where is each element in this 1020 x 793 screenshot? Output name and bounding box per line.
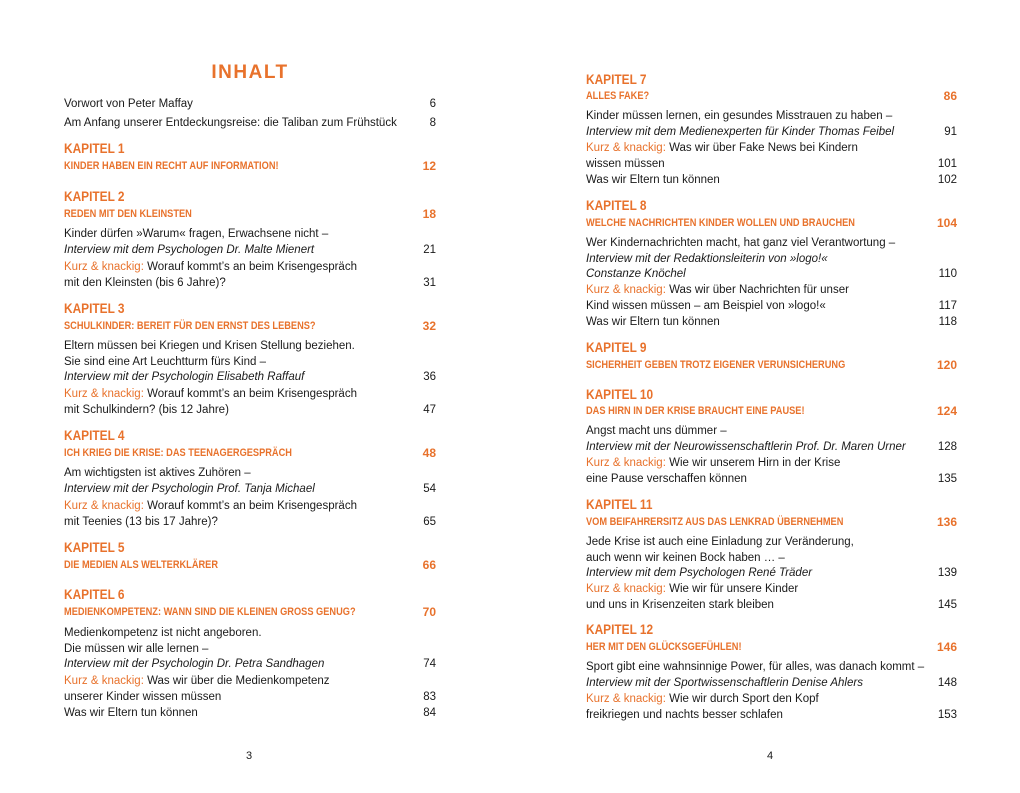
toc-entry[interactable] — [586, 236, 957, 283]
chapter-4-label: KAPITEL 4 — [64, 428, 125, 443]
entry-line: Was wir Eltern tun können — [64, 707, 198, 719]
entry-line: Kinder müssen lernen, ein gesundes Misstrauen zu haben – — [586, 110, 893, 122]
entry-line: Angst macht uns dümmer – — [586, 425, 727, 437]
chapter-page-number: 70 — [422, 605, 436, 619]
entry-line-interview: Constanze Knöchel — [586, 268, 686, 281]
toc-entry[interactable] — [586, 109, 957, 140]
chapter-page-number: 12 — [422, 159, 436, 173]
entry-page-number: 148 — [937, 676, 957, 689]
entry-page-number: 118 — [938, 316, 957, 328]
toc-entry[interactable] — [64, 339, 436, 386]
chapter-page-number: 124 — [936, 404, 957, 418]
kurz-knackig-label: Kurz & knackig: — [586, 284, 666, 296]
entry-page-number: 110 — [938, 268, 957, 281]
entry-line: Sie sind eine Art Leuchtturm fürs Kind – — [64, 355, 266, 368]
entry-page-number: 102 — [937, 174, 957, 186]
entry-line: Was wir über Fake News bei Kindern — [669, 142, 858, 154]
entry-page-number: 128 — [937, 440, 957, 453]
entry-line: mit Schulkindern? (bis 12 Jahre) — [64, 403, 229, 416]
entry-line-interview: Interview mit dem Medienexperten für Kinder Thomas Feibel — [586, 125, 895, 138]
entry-line: Kind wissen müssen – am Beispiel von »logo!« — [586, 299, 826, 312]
toc-entry-kurz-knackig[interactable] — [64, 260, 436, 291]
entry-line: mit Teenies (13 bis 17 Jahre)? — [64, 515, 218, 528]
chapter-8-heading[interactable] — [586, 216, 957, 230]
chapter-title: REDEN MIT DEN KLEINSTEN — [64, 208, 192, 220]
kurz-knackig-label: Kurz & knackig: — [64, 675, 144, 687]
toc-entry-kurz-knackig[interactable] — [64, 499, 436, 530]
chapter-2-heading[interactable] — [64, 207, 436, 221]
entry-line: Was wir Eltern tun können — [586, 316, 720, 328]
entry-page-number: 21 — [423, 243, 436, 256]
chapter-2-label: KAPITEL 2 — [64, 189, 125, 204]
kurz-knackig-label: Kurz & knackig: — [586, 142, 666, 154]
toc-entry-foreword[interactable] — [64, 97, 436, 113]
entry-line-interview: Interview mit dem Psychologen René Träder — [586, 567, 813, 580]
chapter-12-heading[interactable] — [586, 640, 957, 654]
kurz-knackig-label: Kurz & knackig: — [586, 583, 666, 595]
entry-page-number: 54 — [423, 482, 436, 495]
entry-line: Wie wir für unsere Kinder — [669, 583, 799, 595]
toc-entry[interactable] — [586, 173, 957, 189]
toc-entry[interactable] — [586, 660, 957, 691]
toc-entry[interactable] — [64, 706, 436, 722]
chapter-6-label: KAPITEL 6 — [64, 587, 125, 602]
chapter-title: DAS HIRN IN DER KRISE BRAUCHT EINE PAUSE! — [586, 405, 805, 417]
chapter-page-number: 48 — [422, 446, 436, 460]
chapter-3-heading[interactable] — [64, 319, 436, 333]
entry-line: Worauf kommt’s an beim Krisengespräch — [147, 500, 357, 512]
chapter-8-label: KAPITEL 8 — [586, 198, 647, 213]
entry-text: Vorwort von Peter Maffay — [64, 98, 193, 110]
toc-entry-kurz-knackig[interactable] — [586, 283, 957, 314]
chapter-6-heading[interactable] — [64, 605, 436, 619]
entry-line: Medienkompetenz ist nicht angeboren. — [64, 627, 262, 639]
toc-entry[interactable] — [64, 466, 436, 497]
entry-page-number: 74 — [423, 658, 436, 671]
entry-line: auch wenn wir keinen Bock haben … – — [586, 551, 785, 564]
entry-line: Wie wir unserem Hirn in der Krise — [669, 457, 841, 469]
entry-page-number: 83 — [423, 690, 436, 703]
chapter-9-heading[interactable] — [586, 358, 957, 372]
toc-entry[interactable] — [64, 227, 436, 258]
chapter-page-number: 104 — [936, 216, 957, 230]
entry-page-number: 8 — [429, 117, 436, 129]
toc-entry[interactable] — [586, 315, 957, 331]
entry-line: Was wir über Nachrichten für unser — [669, 284, 849, 296]
entry-line: Worauf kommt’s an beim Krisengespräch — [147, 388, 357, 400]
chapter-page-number: 120 — [936, 358, 957, 372]
entry-line: eine Pause verschaffen können — [586, 472, 747, 485]
entry-line: Kinder dürfen »Warum« fragen, Erwachsene nicht – — [64, 228, 329, 240]
entry-line: wissen müssen — [586, 157, 665, 170]
entry-page-number: 6 — [429, 98, 436, 110]
entry-line: mit den Kleinsten (bis 6 Jahre)? — [64, 276, 226, 289]
chapter-1-label: KAPITEL 1 — [64, 141, 125, 156]
entry-page-number: 47 — [423, 403, 436, 416]
entry-page-number: 84 — [423, 707, 436, 719]
entry-line-interview: Interview mit dem Psychologen Dr. Malte Mienert — [64, 243, 315, 256]
entry-line: unserer Kinder wissen müssen — [64, 690, 222, 703]
entry-text: Am Anfang unserer Entdeckungsreise: die Taliban zum Frühstück — [64, 117, 397, 129]
chapter-7-heading[interactable] — [586, 89, 957, 103]
toc-entry-kurz-knackig[interactable] — [64, 387, 436, 418]
entry-line: Was wir Eltern tun können — [586, 174, 720, 186]
chapter-title: MEDIENKOMPETENZ: WANN SIND DIE KLEINEN GROSS GENUG? — [64, 606, 356, 618]
chapter-title: HER MIT DEN GLÜCKSGEFÜHLEN! — [586, 641, 742, 653]
entry-line: Eltern müssen bei Kriegen und Krisen Stellung beziehen. — [64, 340, 355, 352]
kurz-knackig-label: Kurz & knackig: — [586, 457, 666, 469]
entry-line-interview: Interview mit der Psychologin Elisabeth Raffauf — [64, 371, 305, 384]
chapter-title: SICHERHEIT GEBEN TROTZ EIGENER VERUNSICHERUNG — [586, 359, 846, 371]
chapter-3-label: KAPITEL 3 — [64, 301, 125, 316]
toc-entry[interactable] — [586, 535, 957, 582]
chapter-title: KINDER HABEN EIN RECHT AUF INFORMATION! — [64, 160, 279, 172]
entry-page-number: 31 — [423, 276, 436, 289]
entry-line: Worauf kommt’s an beim Krisengespräch — [147, 261, 357, 273]
entry-line: Wer Kindernachrichten macht, hat ganz viel Verantwortung – — [586, 237, 896, 249]
chapter-page-number: 136 — [936, 515, 957, 529]
chapter-11-label: KAPITEL 11 — [586, 497, 653, 512]
chapter-page-number: 32 — [422, 319, 436, 333]
entry-page-number: 153 — [937, 708, 957, 721]
entry-page-number: 65 — [423, 515, 436, 528]
toc-entry[interactable] — [64, 626, 436, 673]
chapter-page-number: 146 — [936, 640, 957, 654]
entry-line: Die müssen wir alle lernen – — [64, 642, 209, 655]
chapter-title: ALLES FAKE? — [586, 90, 650, 102]
kurz-knackig-label: Kurz & knackig: — [64, 388, 144, 400]
chapter-title: SCHULKINDER: BEREIT FÜR DEN ERNST DES LEBENS? — [64, 320, 316, 332]
toc-entry-kurz-knackig[interactable] — [586, 582, 957, 613]
chapter-7-label: KAPITEL 7 — [586, 72, 647, 87]
entry-line-interview: Interview mit der Neurowissenschaftlerin Prof. Dr. Maren Urner — [586, 440, 906, 453]
entry-line: Sport gibt eine wahnsinnige Power, für alles, was danach kommt – — [586, 661, 925, 673]
left-page-number: 3 — [246, 750, 253, 762]
entry-line: Am wichtigsten ist aktives Zuhören – — [64, 467, 251, 479]
kurz-knackig-label: Kurz & knackig: — [64, 500, 144, 512]
entry-line-interview: Interview mit der Psychologin Dr. Petra Sandhagen — [64, 658, 325, 671]
chapter-4-heading[interactable] — [64, 446, 436, 460]
toc-entry-kurz-knackig[interactable] — [586, 141, 957, 172]
toc-entry-kurz-knackig[interactable] — [586, 456, 957, 487]
toc-entry-introduction[interactable] — [64, 116, 436, 132]
entry-page-number: 145 — [937, 598, 957, 611]
chapter-page-number: 18 — [422, 207, 436, 221]
entry-page-number: 139 — [937, 567, 957, 580]
toc-entry[interactable] — [586, 424, 957, 455]
chapter-page-number: 66 — [422, 558, 436, 572]
right-page-number: 4 — [767, 750, 774, 762]
chapter-9-label: KAPITEL 9 — [586, 340, 647, 355]
entry-page-number: 135 — [937, 472, 957, 485]
toc-entry-kurz-knackig[interactable] — [64, 674, 436, 705]
entry-line: Jede Krise ist auch eine Einladung zur Veränderung, — [586, 536, 854, 548]
chapter-12-label: KAPITEL 12 — [586, 622, 654, 637]
kurz-knackig-label: Kurz & knackig: — [64, 261, 144, 273]
entry-line: Wie wir durch Sport den Kopf — [669, 693, 819, 705]
chapter-5-heading[interactable] — [64, 558, 436, 572]
toc-entry-kurz-knackig[interactable] — [586, 692, 957, 723]
entry-line: freikriegen und nachts besser schlafen — [586, 708, 783, 721]
entry-page-number: 117 — [938, 299, 957, 312]
entry-page-number: 36 — [423, 371, 436, 384]
chapter-5-label: KAPITEL 5 — [64, 540, 125, 555]
entry-line-interview: Interview mit der Redaktionsleiterin von »logo!« — [586, 252, 828, 265]
entry-page-number: 101 — [937, 157, 957, 170]
entry-line-interview: Interview mit der Sportwissenschaftlerin Denise Ahlers — [586, 676, 863, 689]
chapter-page-number: 86 — [943, 89, 957, 103]
toc-title: INHALT — [211, 62, 289, 83]
entry-line-interview: Interview mit der Psychologin Prof. Tanja Michael — [64, 482, 315, 495]
chapter-title: WELCHE NACHRICHTEN KINDER WOLLEN UND BRAUCHEN — [586, 217, 855, 229]
kurz-knackig-label: Kurz & knackig: — [586, 693, 666, 705]
entry-page-number: 91 — [944, 125, 957, 138]
chapter-title: VOM BEIFAHRERSITZ AUS DAS LENKRAD ÜBERNEHMEN — [586, 516, 844, 528]
chapter-11-heading[interactable] — [586, 515, 957, 529]
chapter-title: ICH KRIEG DIE KRISE: DAS TEENAGERGESPRÄCH — [64, 447, 292, 459]
chapter-10-heading[interactable] — [586, 404, 957, 418]
chapter-title: DIE MEDIEN ALS WELTERKLÄRER — [64, 559, 219, 571]
entry-line: und uns in Krisenzeiten stark bleiben — [586, 598, 774, 611]
chapter-10-label: KAPITEL 10 — [586, 387, 654, 402]
entry-line: Was wir über die Medienkompetenz — [147, 675, 330, 687]
chapter-1-heading[interactable] — [64, 159, 436, 173]
